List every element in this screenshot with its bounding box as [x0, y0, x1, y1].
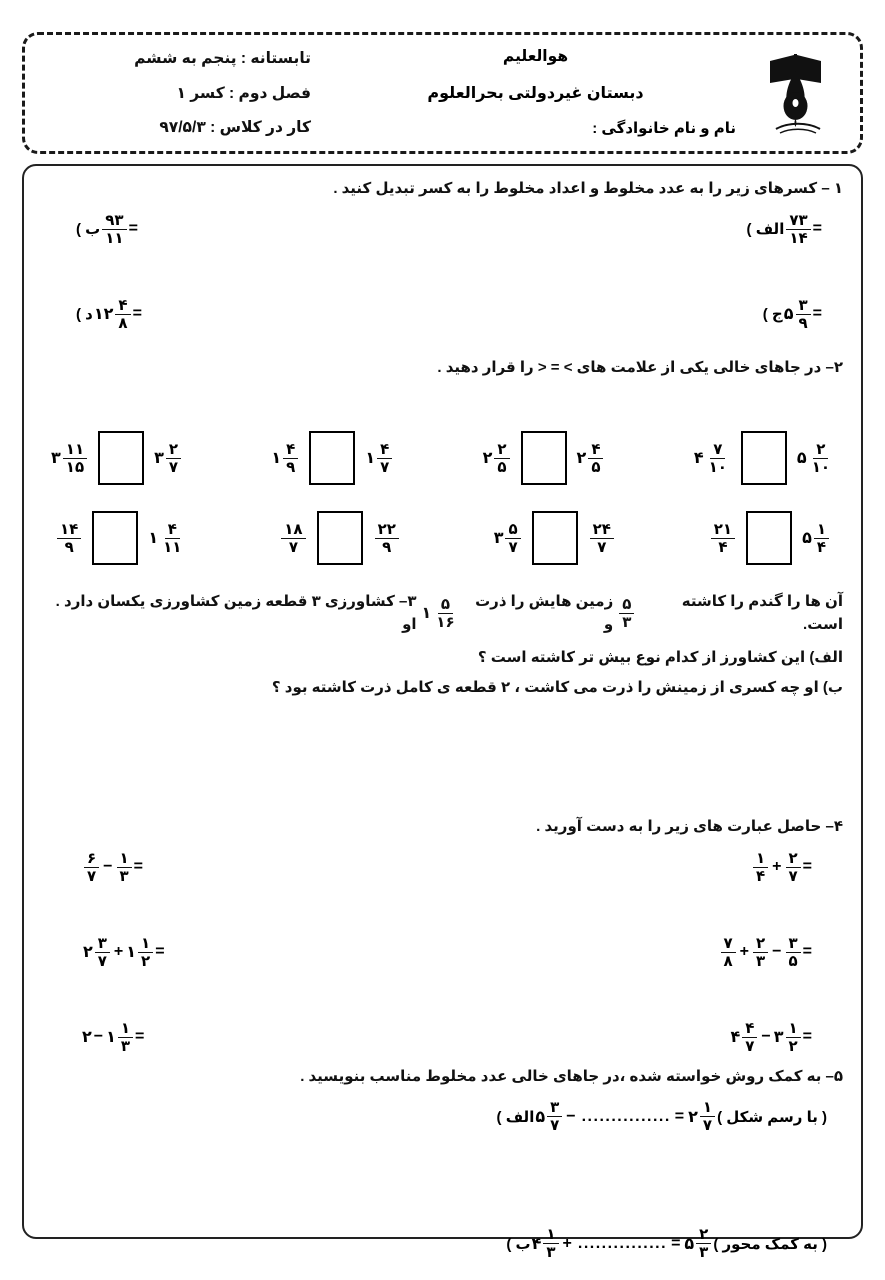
q5-be-first-den: ۳ — [546, 1244, 556, 1261]
q2-r1-pair-4-right — [693, 442, 732, 475]
q5-be-first-num: ۱ — [543, 1227, 558, 1244]
q1-item-d-fraction — [115, 298, 130, 331]
q4-r2-right-expression[interactable] — [82, 936, 168, 969]
q4-r2-right-t2-den: ۲ — [141, 952, 151, 970]
q4-r2-left-t1-den: ۸ — [723, 952, 733, 970]
q2-r1-p4-right-den: ۱۰ — [708, 458, 727, 476]
q3-frac1-num: ۵ — [438, 597, 453, 614]
q4-r1-left-t2-den: ۷ — [788, 867, 798, 885]
q2-r1-p1-right-num: ۱۱ — [63, 442, 87, 459]
q5-alef-first-den: ۷ — [550, 1117, 560, 1134]
q3-frac2-den: ۳ — [622, 614, 632, 631]
q2-r1-p2-right-num: ۴ — [283, 442, 298, 459]
question-4-text: ۴– حاصل عبارت های زیر را به دست آورید . — [536, 818, 843, 835]
question-4-row-1 — [42, 851, 843, 884]
q5-alef-result-den: ۷ — [702, 1117, 713, 1134]
q4-r3-left-t2-whole: ۳ — [773, 1029, 784, 1046]
q4-r1-left-t2-num: ۲ — [786, 851, 801, 868]
q2-r1-p2-right-whole: ۱ — [271, 450, 282, 467]
q4-r2-left-t2-den: ۳ — [756, 952, 766, 970]
header-student-name-label: نام و نام خانوادگی : — [592, 120, 736, 137]
q4-r2-right-op-1: + — [113, 943, 124, 960]
q1-item-alef-label: الف ) — [746, 221, 785, 238]
question-1-row-2 — [42, 298, 843, 331]
q2-r1-p2-right-den: ۹ — [286, 458, 296, 476]
q2-r1-pair-3[interactable] — [482, 431, 606, 485]
question-3-part-a: الف) این کشاورز از کدام نوع بیش تر کاشته است ؟ — [477, 649, 843, 666]
q4-r2-right-t1-den: ۷ — [97, 952, 107, 970]
q2-r1-pair-4[interactable] — [693, 431, 835, 485]
q1-item-b-equals: = — [128, 220, 138, 237]
q4-r3-left-t2-den: ۲ — [788, 1037, 798, 1055]
q2-r2-p1-right-num: ۱۴ — [57, 522, 81, 539]
q5-be-method: ( به کمک محور ) — [713, 1235, 827, 1253]
q4-r3-right-t1-whole: ۲ — [82, 1029, 92, 1046]
q2-r2-p3-left-den: ۷ — [597, 538, 607, 556]
q2-r1-p3-answer-box[interactable] — [521, 431, 567, 485]
q2-r2-p1-left-den: ۱۱ — [163, 538, 182, 556]
q2-r2-pair-3[interactable] — [493, 511, 616, 565]
q2-r2-p4-right-den: ۴ — [718, 538, 728, 556]
q1-item-jim-fraction — [796, 298, 811, 331]
q1-item-jim-numerator: ۳ — [796, 298, 811, 315]
q1-item-alef[interactable] — [741, 213, 825, 246]
q1-item-d-numerator: ۴ — [115, 298, 130, 315]
q5-be-result-den: ۳ — [699, 1244, 709, 1261]
q2-r1-p3-left-num: ۴ — [588, 442, 603, 459]
q4-r1-right-op-1: − — [103, 858, 113, 875]
q2-r1-pair-3-left — [576, 442, 606, 475]
q1-item-alef-fraction — [786, 213, 810, 246]
q4-r1-right-t2-den: ۳ — [119, 867, 129, 885]
q3-text-part-1: ۳– کشاورزی ۳ قطعه زمین کشاورزی یکسان دارد . او — [55, 593, 417, 633]
q2-r1-p3-left-den: ۵ — [591, 458, 601, 476]
q4-r1-right-equals: = — [133, 858, 143, 875]
q5-be-operator: + — [562, 1234, 572, 1252]
q2-r1-pair-2-right — [270, 442, 300, 475]
q2-r2-pair-1-left — [147, 522, 186, 555]
q2-r2-p2-left-num: ۲۲ — [375, 522, 399, 539]
q4-r3-right-expression[interactable] — [82, 1021, 147, 1054]
q2-r1-p4-answer-box[interactable] — [741, 431, 787, 485]
q1-item-jim[interactable] — [757, 298, 825, 331]
q1-item-d-whole: ۱۲ — [93, 306, 114, 323]
q2-r2-p1-right-den: ۹ — [64, 538, 74, 556]
q2-r2-p3-left-num: ۲۴ — [590, 522, 614, 539]
q2-r2-pair-2-right — [278, 522, 307, 555]
q1-item-d[interactable] — [70, 298, 145, 331]
q3-text-part-3: آن ها را گندم را کاشته است. — [681, 593, 843, 633]
q4-r2-right-equals: = — [155, 943, 165, 960]
q2-r2-p4-left-den: ۴ — [816, 538, 826, 556]
q1-item-d-mixed — [93, 298, 133, 331]
q2-r1-pair-1[interactable] — [50, 431, 183, 485]
question-1-text: ۱ – کسرهای زیر را به عدد مخلوط و اعداد مخلوط را به کسر تبدیل کنید . — [333, 180, 843, 197]
q2-r2-pair-3-left — [587, 522, 616, 555]
q4-r3-left-expression[interactable] — [729, 1021, 815, 1054]
q2-r2-p1-left-num: ۴ — [165, 522, 180, 539]
q2-r2-pair-1-right — [54, 522, 83, 555]
q4-r2-right-t2-whole: ۱ — [126, 944, 137, 961]
question-5-item-be-row — [42, 1227, 843, 1260]
q2-r1-p4-right-whole: ۴ — [693, 450, 704, 467]
q4-r3-left-t1-den: ۷ — [745, 1037, 755, 1055]
q3-fraction-2 — [619, 597, 634, 630]
header-school-name: دبستان غیردولتی بحرالعلوم — [427, 84, 644, 102]
question-5-item-alef-row — [42, 1100, 843, 1133]
q2-r1-p1-right-whole: ۳ — [51, 450, 61, 467]
question-4-row-3 — [42, 1021, 843, 1054]
q2-r1-p1-right-den: ۱۵ — [65, 458, 85, 476]
q2-r2-pair-4[interactable] — [708, 511, 831, 565]
q4-r3-right-op-1: − — [93, 1028, 104, 1045]
header-right-column — [25, 35, 325, 151]
q5-alef-method: ( با رسم شکل ) — [717, 1108, 827, 1126]
worksheet-body — [22, 164, 863, 1261]
q5-be-result-whole: ۵ — [684, 1235, 695, 1253]
q2-r1-p4-left-whole: ۵ — [796, 450, 807, 467]
q1-item-jim-whole: ۵ — [783, 306, 794, 323]
q4-r2-right-t1-num: ۳ — [95, 936, 110, 953]
q1-item-b-label: ب ) — [76, 221, 101, 238]
q2-r2-p1-answer-box[interactable] — [92, 511, 138, 565]
q4-r3-right-t2-den: ۳ — [120, 1037, 131, 1055]
q2-r2-p2-right-den: ۷ — [288, 538, 298, 556]
header-term: تابستانه : پنجم به ششم — [134, 50, 311, 67]
q1-item-b-denominator: ۱۱ — [105, 229, 124, 247]
q4-r1-left-expression[interactable] — [751, 851, 815, 884]
q4-r3-left-t1-num: ۴ — [742, 1021, 757, 1038]
question-5-text: ۵– به کمک روش خواسته شده ،در جاهای خالی عدد مخلوط مناسب بنویسید . — [300, 1067, 843, 1085]
q2-r2-p4-left-whole: ۵ — [802, 530, 812, 547]
q2-r1-pair-2-left — [364, 442, 394, 475]
header-logo-container — [742, 35, 860, 151]
q5-alef-label: الف ) — [496, 1108, 535, 1126]
q4-r2-right-t1-whole: ۲ — [83, 944, 93, 961]
q1-item-jim-equals: = — [812, 305, 822, 322]
q5-be-equals: = — [671, 1234, 681, 1252]
q4-r2-left-t1-num: ۷ — [721, 936, 736, 953]
q5-be-blank[interactable]: ............... — [577, 1234, 668, 1252]
q5-be-first-whole: ۴ — [531, 1235, 542, 1253]
q2-r2-p2-answer-box[interactable] — [317, 511, 363, 565]
q4-r3-left-t1-whole: ۴ — [730, 1029, 741, 1046]
q5-item-alef[interactable] — [491, 1100, 835, 1133]
q3-frac1-whole: ۱ — [421, 604, 432, 622]
q4-r1-right-t1-num: ۶ — [84, 851, 99, 868]
q2-r2-p3-right-den: ۷ — [508, 538, 518, 556]
q4-r3-left-t2-num: ۱ — [786, 1021, 801, 1038]
q1-item-b-fraction — [102, 213, 126, 246]
q4-r1-left-t1-num: ۱ — [753, 851, 768, 868]
q2-r2-p1-left-whole: ۱ — [148, 530, 159, 547]
q4-r1-left-op-1: + — [772, 858, 782, 875]
q2-r2-pair-2-left — [372, 522, 401, 555]
q4-r1-right-expression[interactable] — [82, 851, 146, 884]
q2-r1-pair-2[interactable] — [270, 431, 394, 485]
q2-r2-p3-right-whole: ۳ — [493, 530, 504, 547]
q1-item-jim-denominator: ۹ — [798, 314, 808, 332]
question-1-row-1 — [42, 213, 843, 246]
q1-item-alef-equals: = — [812, 220, 822, 237]
q4-r3-right-t2-whole: ۱ — [106, 1029, 116, 1046]
q2-r2-pair-4-right — [708, 522, 737, 555]
q4-r2-left-expression[interactable] — [719, 936, 816, 969]
q4-r2-left-op-1: + — [739, 943, 749, 960]
q4-r2-left-t3-den: ۵ — [788, 952, 798, 970]
q4-r3-left-op-1: − — [761, 1028, 771, 1045]
q2-r1-p4-left-den: ۱۰ — [811, 458, 830, 476]
q3-frac2-num: ۵ — [619, 597, 634, 614]
q2-r2-pair-3-right — [493, 522, 523, 555]
q2-r2-pair-1[interactable] — [54, 511, 186, 565]
q2-r1-pair-1-left — [153, 442, 183, 475]
q3-fraction-1 — [421, 597, 460, 630]
q1-item-alef-numerator: ۷۳ — [786, 213, 810, 230]
q5-item-be[interactable] — [500, 1227, 835, 1260]
q2-r2-p4-answer-box[interactable] — [746, 511, 792, 565]
q4-r1-right-t1-den: ۷ — [87, 867, 97, 885]
q2-r1-p1-left-num: ۲ — [166, 442, 181, 459]
header-bismillah: هوالعلیم — [502, 48, 569, 65]
q2-r1-p2-left-whole: ۱ — [365, 450, 376, 467]
q5-be-label: ب ) — [506, 1235, 531, 1253]
q1-item-b-numerator: ۹۳ — [102, 213, 126, 230]
q4-r1-left-equals: = — [802, 858, 812, 875]
q2-r2-p4-left-num: ۱ — [814, 522, 829, 539]
q5-alef-equals: = — [674, 1107, 685, 1125]
question-2-row-2 — [42, 511, 843, 565]
q5-alef-result-num: ۱ — [700, 1100, 715, 1117]
q2-r1-p3-left-whole: ۲ — [576, 450, 587, 467]
q4-r3-right-equals: = — [135, 1028, 145, 1045]
q1-item-d-denominator: ۸ — [118, 314, 128, 332]
question-2-text: ۲– در جاهای خالی یکی از علامت های > = < را قرار دهید . — [437, 358, 843, 376]
q4-r2-left-t2-num: ۲ — [753, 936, 768, 953]
q4-r2-left-equals: = — [802, 943, 812, 960]
q1-item-d-equals: = — [132, 305, 142, 322]
question-3-part-b: ب) او چه کسری از زمینش را ذرت می کاشت ، ۲ قطعه ی کامل ذرت کاشته بود ؟ — [271, 679, 843, 696]
q2-r2-p3-answer-box[interactable] — [532, 511, 578, 565]
q4-r3-left-equals: = — [802, 1028, 812, 1045]
q1-item-d-label: د ) — [76, 306, 93, 323]
q1-item-jim-label: ج ) — [762, 306, 783, 323]
q2-r2-p4-right-num: ۲۱ — [711, 522, 735, 539]
q2-r1-p3-right-den: ۵ — [497, 458, 507, 476]
q2-r1-p1-left-den: ۷ — [168, 458, 179, 476]
q5-be-result-num: ۲ — [696, 1227, 711, 1244]
q4-r1-right-t2-num: ۱ — [117, 851, 132, 868]
header-classwork-date: کار در کلاس : ۹۷/۵/۳ — [159, 119, 311, 136]
q2-r1-pair-1-right — [50, 442, 89, 475]
worksheet-header — [22, 32, 863, 154]
q2-r1-pair-3-right — [482, 442, 512, 475]
q3-text-part-2: زمین هایش را ذرت و — [475, 593, 614, 633]
q4-r3-right-t2-num: ۱ — [118, 1021, 133, 1038]
q2-r1-p2-left-den: ۷ — [380, 458, 390, 476]
q2-r1-pair-4-left — [796, 442, 835, 475]
q2-r1-p4-right-num: ۷ — [710, 442, 725, 459]
q4-r2-left-t3-num: ۳ — [786, 936, 801, 953]
q2-r1-p3-right-num: ۲ — [494, 442, 509, 459]
q2-r1-p4-left-num: ۲ — [813, 442, 828, 459]
q2-r1-p2-answer-box[interactable] — [309, 431, 355, 485]
q1-item-b[interactable] — [70, 213, 141, 246]
q5-alef-operator: − — [566, 1107, 576, 1125]
q3-frac1-den: ۱۶ — [436, 614, 455, 631]
q2-r2-p2-right-num: ۱۸ — [281, 522, 305, 539]
q2-r1-p1-answer-box[interactable] — [98, 431, 144, 485]
q2-r2-pair-4-left — [801, 522, 831, 555]
q5-alef-result-whole: ۲ — [688, 1108, 698, 1126]
q4-r2-right-t2-num: ۱ — [138, 936, 153, 953]
q1-item-alef-denominator: ۱۴ — [789, 229, 808, 247]
q5-alef-first-whole: ۵ — [535, 1108, 546, 1126]
q2-r2-p2-left-den: ۹ — [382, 538, 392, 556]
q2-r2-p3-right-num: ۵ — [505, 522, 520, 539]
q5-alef-blank[interactable]: ............... — [581, 1107, 671, 1125]
q4-r2-left-op-2: − — [772, 943, 782, 960]
question-4-row-2 — [42, 936, 843, 969]
q2-r1-p3-right-whole: ۲ — [482, 450, 493, 467]
q2-r1-p1-left-whole: ۳ — [154, 450, 164, 467]
q5-alef-first-num: ۳ — [547, 1100, 562, 1117]
question-3-text — [42, 591, 843, 636]
q4-r1-left-t1-den: ۴ — [756, 867, 766, 885]
q1-item-jim-mixed — [783, 298, 813, 331]
q2-r1-p2-left-num: ۴ — [377, 442, 392, 459]
header-center-column — [325, 35, 742, 151]
q2-r2-pair-2[interactable] — [278, 511, 401, 565]
school-logo-icon — [764, 49, 838, 137]
question-2-row-1 — [42, 431, 843, 485]
header-chapter: فصل دوم : کسر ۱ — [176, 84, 311, 102]
